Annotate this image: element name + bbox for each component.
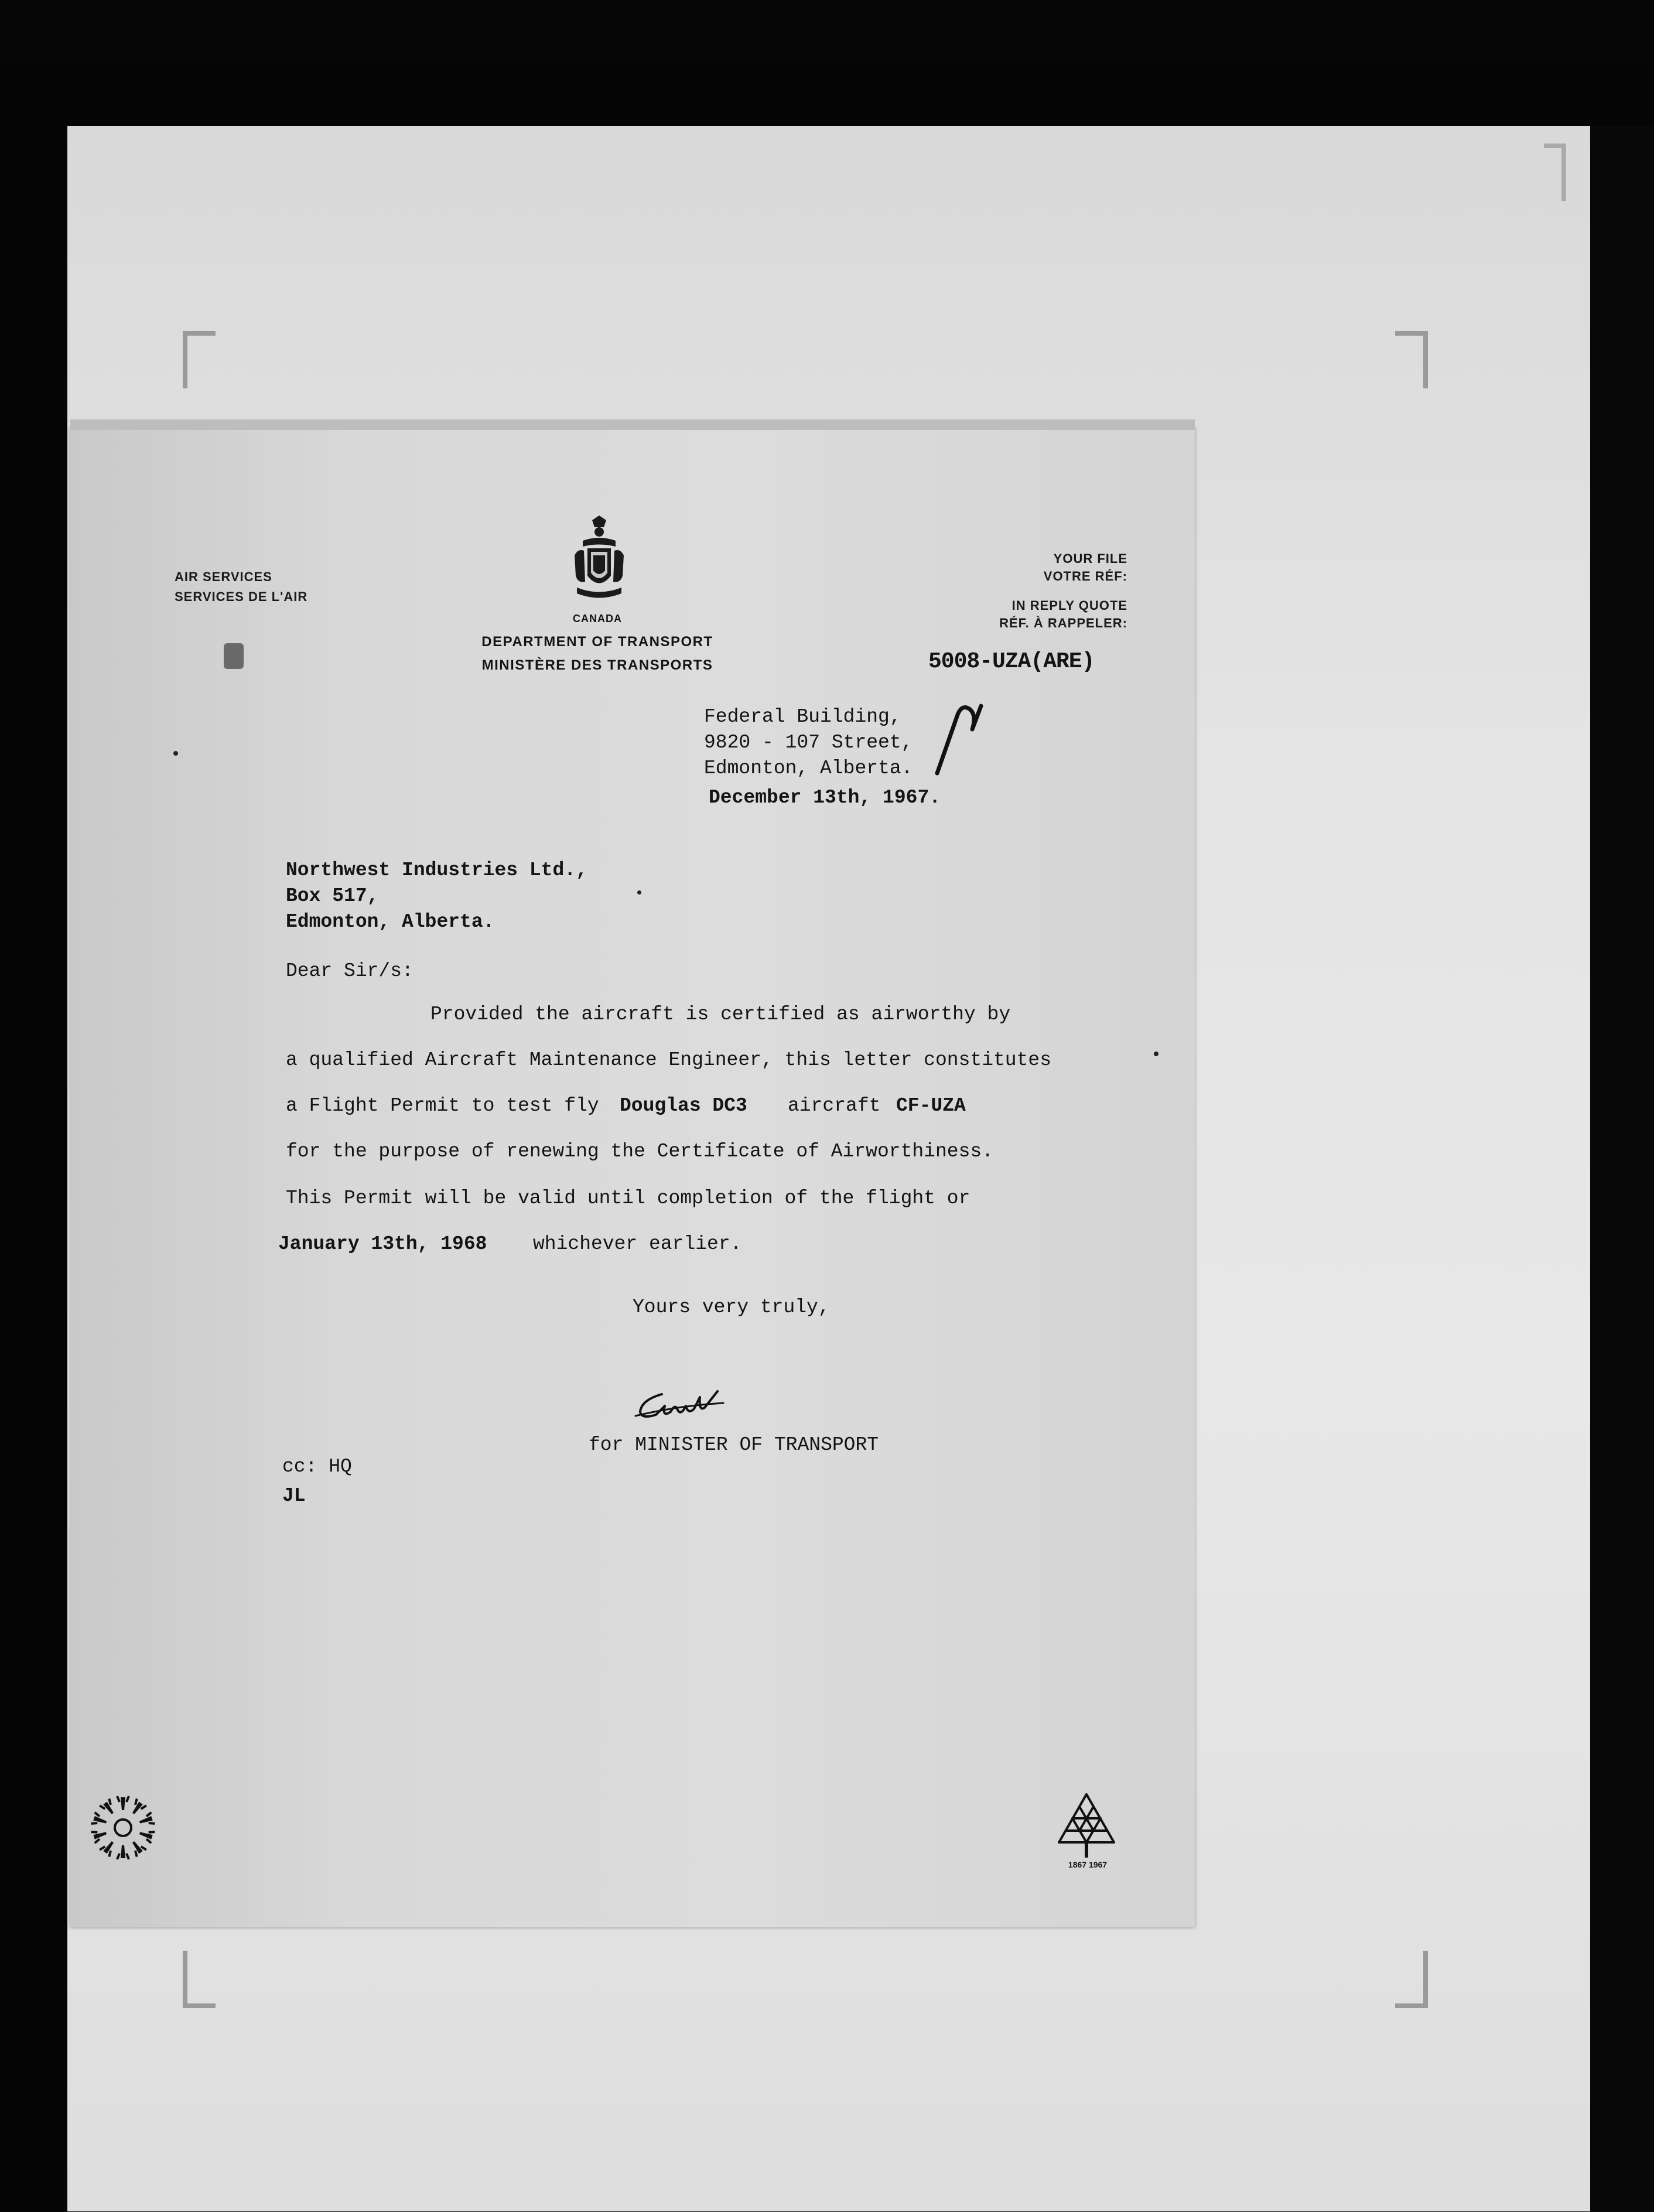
film-right-border bbox=[1590, 126, 1654, 2212]
sheet-torn-edge bbox=[70, 419, 1195, 430]
centennial-years: 1867 1967 bbox=[1068, 1860, 1108, 1869]
body-line3-start: a Flight Permit to test fly bbox=[286, 1095, 599, 1117]
complimentary-close: Yours very truly, bbox=[633, 1296, 830, 1318]
sender-address-line1: Federal Building, bbox=[704, 706, 901, 728]
film-top-border bbox=[0, 0, 1654, 59]
aircraft-registration: CF-UZA bbox=[896, 1095, 966, 1117]
aircraft-type: Douglas DC3 bbox=[620, 1095, 747, 1117]
file-reference-number: 5008-UZA(ARE) bbox=[928, 649, 1095, 674]
signature-icon bbox=[630, 1380, 735, 1424]
division-fr: SERVICES DE L'AIR bbox=[175, 589, 308, 604]
crop-mark-outer bbox=[1544, 144, 1566, 201]
body-line5: This Permit will be valid until completion of the flight or bbox=[286, 1187, 970, 1209]
crop-mark-top-left bbox=[183, 331, 216, 388]
country-label: CANADA bbox=[573, 613, 622, 624]
body-line1: Provided the aircraft is certified as airworthy by bbox=[430, 1003, 1011, 1025]
recipient-line2: Box 517, bbox=[286, 885, 379, 907]
handwritten-mark-icon bbox=[925, 697, 996, 779]
reply-quote-label-fr: RÉF. À RAPPELER: bbox=[999, 616, 1127, 630]
salutation: Dear Sir/s: bbox=[286, 960, 414, 982]
letter-date: December 13th, 1967. bbox=[709, 787, 941, 808]
recipient-line3: Edmonton, Alberta. bbox=[286, 911, 495, 933]
dust-speck bbox=[224, 643, 244, 669]
dust-speck bbox=[173, 751, 178, 756]
dust-speck bbox=[637, 890, 641, 895]
department-name-en: DEPARTMENT OF TRANSPORT bbox=[481, 634, 713, 650]
reply-quote-label-en: IN REPLY QUOTE bbox=[1011, 598, 1127, 613]
canada-coat-of-arms-icon bbox=[570, 514, 628, 614]
signatory-line: for MINISTER OF TRANSPORT bbox=[589, 1434, 879, 1456]
your-file-label-en: YOUR FILE bbox=[1053, 551, 1127, 566]
sender-address-line2: 9820 - 107 Street, bbox=[704, 732, 913, 753]
dust-speck bbox=[1154, 1052, 1159, 1056]
carbon-copy-line: cc: HQ bbox=[282, 1456, 352, 1477]
crop-mark-top-right bbox=[1395, 331, 1428, 388]
centennial-wheel-icon bbox=[88, 1793, 158, 1863]
typist-initials: JL bbox=[282, 1485, 306, 1507]
crop-mark-bottom-right bbox=[1395, 1951, 1428, 2008]
body-line2: a qualified Aircraft Maintenance Engineer, this letter constitutes bbox=[286, 1049, 1052, 1071]
letter-sheet bbox=[70, 428, 1195, 1927]
centennial-symbol-icon bbox=[1054, 1790, 1119, 1860]
your-file-label-fr: VOTRE RÉF: bbox=[1043, 569, 1127, 583]
recipient-line1: Northwest Industries Ltd., bbox=[286, 859, 587, 881]
division-en: AIR SERVICES bbox=[175, 569, 272, 584]
body-line6-end: whichever earlier. bbox=[533, 1233, 742, 1255]
body-line3-mid: aircraft bbox=[788, 1095, 881, 1117]
crop-mark-bottom-left bbox=[183, 1951, 216, 2008]
body-line4: for the purpose of renewing the Certificate of Airworthiness. bbox=[286, 1141, 993, 1162]
department-name-fr: MINISTÈRE DES TRANSPORTS bbox=[481, 657, 713, 673]
sender-address-line3: Edmonton, Alberta. bbox=[704, 757, 913, 779]
permit-expiry-date: January 13th, 1968 bbox=[278, 1233, 487, 1255]
